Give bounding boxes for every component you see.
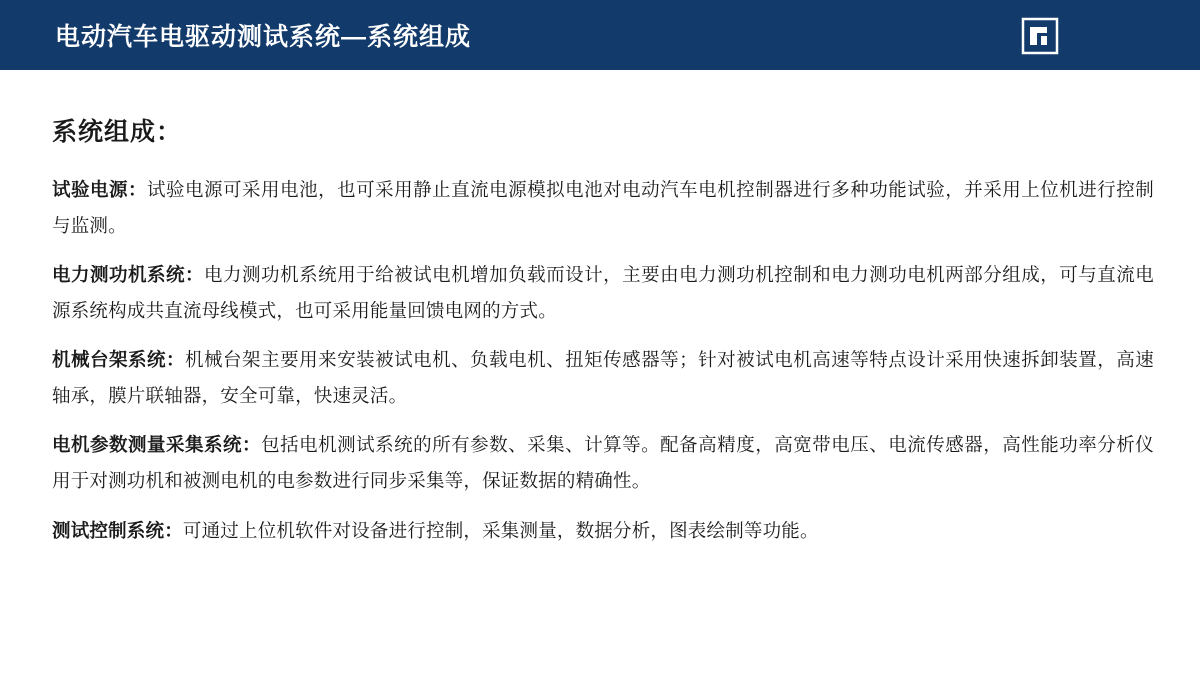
page-title: 电动汽车电驱动测试系统—系统组成 xyxy=(55,23,472,51)
paragraph-test-control-system xyxy=(52,513,1154,549)
section-title: 系统组成： xyxy=(52,118,183,146)
paragraph-text: 可通过上位机软件对设备进行控制，采集测量，数据分析，图表绘制等功能。 xyxy=(182,519,819,541)
header-bar xyxy=(0,0,1200,70)
paragraph-text: 包括电机测试系统的所有参数、采集、计算等。配备高精度，高宽带电压、电流传感器，高性能功率分析仪用于对测功机和被测电机的电参数进行同步采集等，保证数据的精确性。 xyxy=(52,434,1155,492)
paragraph-label: 电机参数测量采集系统： xyxy=(52,434,262,456)
paragraph-dynamometer-system xyxy=(52,257,1154,329)
paragraph-label: 试验电源： xyxy=(52,179,148,200)
paragraph-mechanical-bench-system xyxy=(52,342,1154,414)
paragraph-label: 测试控制系统： xyxy=(52,519,183,541)
slide-body xyxy=(0,70,1200,697)
paragraph-text: 机械台架主要用来安装被试电机、负载电机、扭矩传感器等；针对被试电机高速等特点设计采用快速拆卸装置，高速轴承，膜片联轴器，安全可靠，快速灵活。 xyxy=(52,349,1154,407)
paragraph-text: 电力测功机系统用于给被试电机增加负载而设计，主要由电力测功机控制和电力测功电机两部分组成，可与直流电源系统构成共直流母线模式，也可采用能量回馈电网的方式。 xyxy=(52,264,1154,322)
company-logo-icon xyxy=(1020,16,1060,56)
paragraph-power-supply xyxy=(52,172,1154,244)
paragraph-label: 机械台架系统： xyxy=(52,349,186,371)
paragraph-label: 电力测功机系统： xyxy=(52,264,205,286)
paragraph-text: 试验电源可采用电池，也可采用静止直流电源模拟电池对电动汽车电机控制器进行多种功能试验，并采用上位机进行控制与监测。 xyxy=(52,179,1154,237)
paragraph-parameter-acquisition-system xyxy=(52,427,1154,499)
